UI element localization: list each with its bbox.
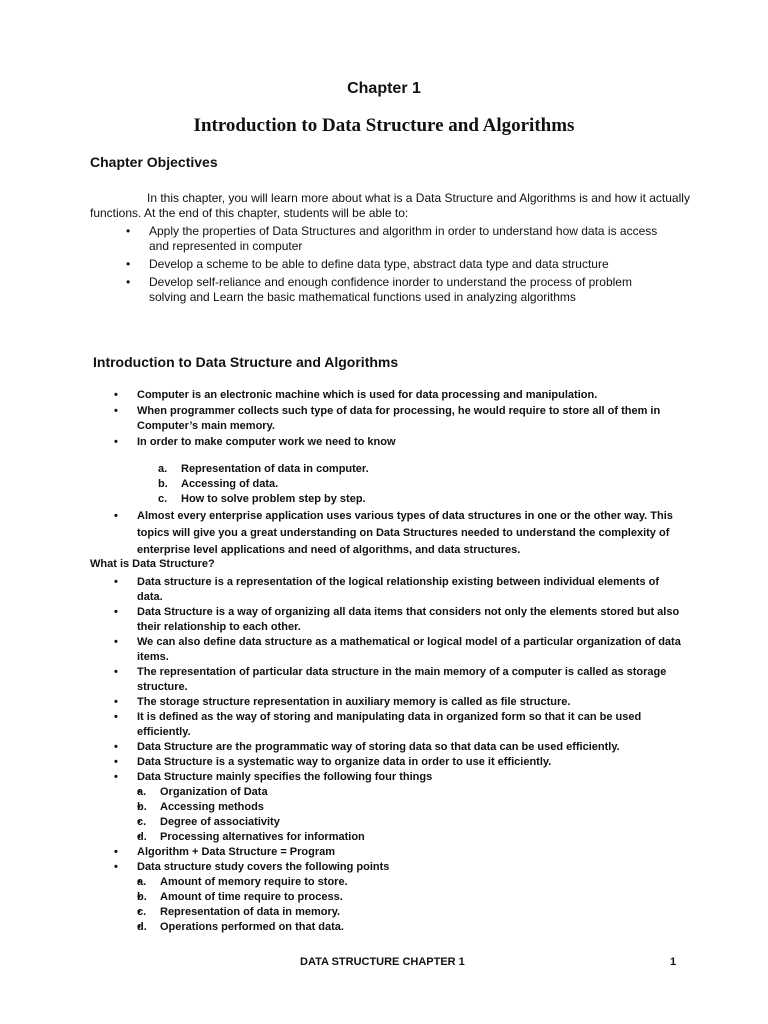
list-item: • b. Amount of time require to process. <box>160 890 682 905</box>
list-item: • a. Organization of Data <box>160 785 682 800</box>
intro-section-list-continued <box>137 508 697 559</box>
four-things-list <box>137 785 682 845</box>
list-item: a. Representation of data in computer. <box>158 463 369 475</box>
list-item: • In order to make computer work we need to know <box>137 435 697 450</box>
list-item: c. How to solve problem step by step. <box>158 493 366 505</box>
objectives-heading: Chapter Objectives <box>90 154 218 170</box>
study-points-list <box>137 875 682 935</box>
list-item: • We can also define data structure as a mathematical or logical model of a particular organization of data items. <box>137 635 682 665</box>
objectives-list <box>149 224 669 308</box>
list-item: • Data Structure is a systematic way to organize data in order to use it efficiently. <box>137 755 682 770</box>
list-item: • The representation of particular data structure in the main memory of a computer is called as storage structure. <box>137 665 682 695</box>
list-item: • Algorithm + Data Structure = Program <box>137 845 682 860</box>
list-item: • d. Operations performed on that data. <box>160 920 682 935</box>
list-item: b. Accessing of data. <box>158 478 279 490</box>
page-number: 1 <box>670 956 677 968</box>
list-item: • Almost every enterprise application uses various types of data structures in one or the other way. This topics will give you a great understanding on Data Structures needed to understand the complexity of enterprise level applications and need of algorithms, and data structures. <box>137 508 697 559</box>
intro-section-list <box>137 388 697 451</box>
what-is-heading: What is Data Structure? <box>90 558 215 570</box>
need-to-know-list <box>158 462 601 507</box>
list-item: • Apply the properties of Data Structures and algorithm in order to understand how data is access and represented in computer <box>149 224 669 254</box>
list-item: • Data structure is a representation of the logical relationship existing between individual elements of data. <box>137 575 682 605</box>
list-item: • Computer is an electronic machine which is used for data processing and manipulation. <box>137 388 697 403</box>
list-item: • Data Structure mainly specifies the following four things • a. Organization of Data • b. Accessing methods • c. Degree of associativity • d. Processing alternatives for information <box>137 770 682 845</box>
objectives-intro: In this chapter, you will learn more about what is a Data Structure and Algorithms is and how it actually functions. At the end of this chapter, students will be able to: <box>90 191 690 220</box>
page-title: Introduction to Data Structure and Algorithms <box>193 115 575 136</box>
chapter-label: Chapter 1 <box>347 80 421 97</box>
list-item: • Develop a scheme to be able to define data type, abstract data type and data structure <box>149 257 669 272</box>
list-item: • c. Representation of data in memory. <box>160 905 682 920</box>
list-item: • Data Structure are the programmatic way of storing data so that data can be used efficiently. <box>137 740 682 755</box>
list-item: • Develop self-reliance and enough confidence inorder to understand the process of problem solving and Learn the basic mathematical functions used in analyzing algorithms <box>149 275 669 305</box>
list-item: • b. Accessing methods <box>160 800 682 815</box>
intro-section-heading: Introduction to Data Structure and Algorithms <box>93 354 399 370</box>
footer-label: DATA STRUCTURE CHAPTER 1 <box>300 956 465 968</box>
list-item: • c. Degree of associativity <box>160 815 682 830</box>
list-item: • When programmer collects such type of data for processing, he would require to store all of them in Computer’s main memory. <box>137 404 697 434</box>
list-item: • It is defined as the way of storing and manipulating data in organized form so that it can be used efficiently. <box>137 710 682 740</box>
what-is-list <box>137 575 682 935</box>
list-item: • The storage structure representation in auxiliary memory is called as file structure. <box>137 695 682 710</box>
list-item: • d. Processing alternatives for information <box>160 830 682 845</box>
list-item: • Data structure study covers the following points • a. Amount of memory require to store. • b. Amount of time require to process. • c. Representation of data in memory. • d. Operations performed on that data. <box>137 860 682 935</box>
list-item: • Data Structure is a way of organizing all data items that considers not only the elements stored but also their relationship to each other. <box>137 605 682 635</box>
list-item: • a. Amount of memory require to store. <box>160 875 682 890</box>
